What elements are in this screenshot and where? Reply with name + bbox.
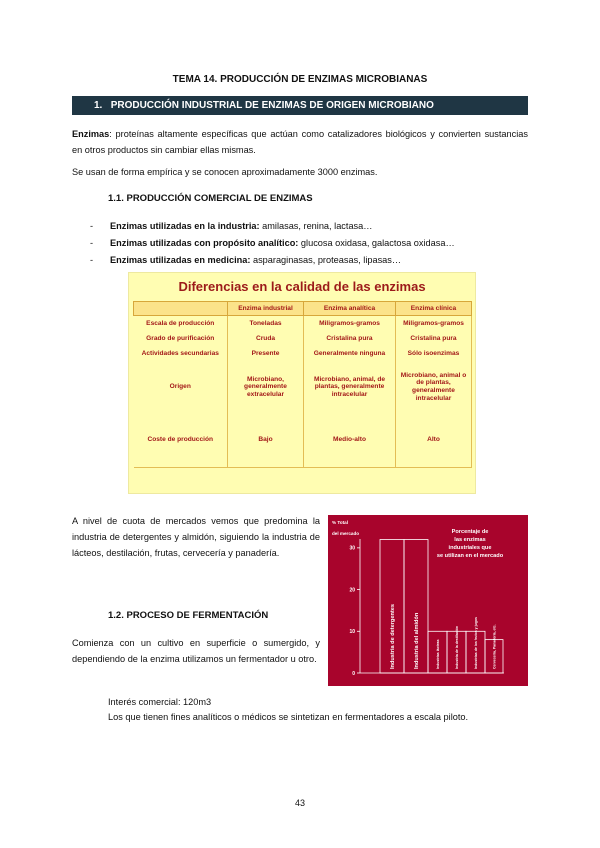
enzyme-quality-figure xyxy=(128,272,476,494)
table-cell: Miligramos-gramos xyxy=(304,316,396,332)
table-cell: Medio-alto xyxy=(304,413,396,468)
subsection-heading-1-1: 1.1. PRODUCCIÓN COMERCIAL DE ENZIMAS xyxy=(108,193,313,204)
chart-title: industriales que xyxy=(448,545,492,551)
table-header xyxy=(134,302,228,316)
table-cell: Presente xyxy=(228,346,304,361)
subsection-heading-1-2: 1.2. PROCESO DE FERMENTACIÓN xyxy=(108,610,269,621)
table-cell: Sólo isoenzimas xyxy=(396,346,472,361)
table-row xyxy=(134,413,472,468)
table-cell: Alto xyxy=(396,413,472,468)
bar-label: Industrias de los frutos y jugos xyxy=(473,617,478,669)
enzimas-definition-text: : proteínas altamente específicas que actúan como catalizadores biológicos y convierten sustancias en otros productos sin cambiar ellas mismas. xyxy=(72,129,528,155)
pilot-scale-text: Los que tienen fines analíticos o médicos se sintetizan en fermentadores a escala piloto. xyxy=(108,712,469,722)
bar-label: Industrias lácteas xyxy=(435,639,440,669)
page-number: 43 xyxy=(294,798,305,808)
table-cell: Grado de purificación xyxy=(134,331,228,346)
table-cell: Coste de producción xyxy=(134,413,228,468)
y-tick-label: 10 xyxy=(349,629,355,636)
table-row xyxy=(134,316,472,332)
y-tick-label: 0 xyxy=(352,670,355,677)
empirica-paragraph: Se usan de forma empírica y se conocen aproximadamente 3000 enzimas. xyxy=(72,167,378,177)
bar-label: Industria de detergentes xyxy=(390,604,397,669)
chart-title: Porcentaje de xyxy=(451,529,489,535)
table-header: Enzima industrial xyxy=(228,302,304,316)
table-cell: Actividades secundarias xyxy=(134,346,228,361)
y-tick-label: 30 xyxy=(349,545,355,552)
document-title: TEMA 14. PRODUCCIÓN DE ENZIMAS MICROBIANAS xyxy=(172,74,428,85)
fermentation-paragraph: Comienza con un cultivo en superficie o sumergido, y dependiendo de la enzima utilizamos un fermentador u otro. xyxy=(72,638,320,664)
table-cell: Toneladas xyxy=(228,316,304,332)
section-header xyxy=(72,96,528,115)
table-cell: Microbiano, generalmente extracelular xyxy=(228,361,304,413)
table-header: Enzima clínica xyxy=(396,302,472,316)
table-row xyxy=(134,331,472,346)
chart-title: se utilizan en el mercado xyxy=(436,553,504,559)
table-cell: Miligramos-gramos xyxy=(396,316,472,332)
table-row xyxy=(134,361,472,413)
table-cell: Cristalina pura xyxy=(304,331,396,346)
y-axis-label: del mercado xyxy=(332,531,360,536)
list-item: - Enzimas utilizadas en medicina: asparaginasas, proteasas, lipasas… xyxy=(90,255,402,265)
enzimas-label: Enzimas xyxy=(72,129,110,139)
enzyme-quality-table xyxy=(133,301,472,468)
table-cell: Bajo xyxy=(228,413,304,468)
table-cell: Microbiano, animal, de plantas, generalmente intracelular xyxy=(304,361,396,413)
bar-label: Industria de la destilación xyxy=(454,626,459,669)
enzimas-definition xyxy=(72,126,528,158)
table-cell: Cristalina pura xyxy=(396,331,472,346)
bar-label: Cervecería, Panadería, etc. xyxy=(492,624,497,669)
section-title: PRODUCCIÓN INDUSTRIAL DE ENZIMAS DE ORIGEN MICROBIANO xyxy=(110,100,434,111)
bar-label: Industria del almidón xyxy=(414,612,421,669)
market-share-paragraph: A nivel de cuota de mercados vemos que predomina la industria de detergentes y almidón, siguiendo la industria de lácteos, destilación, frutas, cervecería y panadería. xyxy=(72,516,320,558)
commercial-interest-text: Interés comercial: 120m3 xyxy=(108,697,212,707)
table-header-row xyxy=(134,302,472,316)
y-tick-label: 20 xyxy=(349,587,355,594)
chart-canvas xyxy=(328,515,528,686)
table-cell: Escala de producción xyxy=(134,316,228,332)
section-number: 1. xyxy=(94,100,103,111)
figure-title: Diferencias en la calidad de las enzimas xyxy=(178,279,426,294)
table-cell: Cruda xyxy=(228,331,304,346)
list-item: - Enzimas utilizadas con propósito analítico: glucosa oxidasa, galactosa oxidasa… xyxy=(90,238,455,248)
market-share-chart xyxy=(328,515,528,686)
table-row xyxy=(134,346,472,361)
table-cell: Generalmente ninguna xyxy=(304,346,396,361)
enzyme-usage-list xyxy=(90,218,455,269)
table-header: Enzima analítica xyxy=(304,302,396,316)
table-cell: Origen xyxy=(134,361,228,413)
chart-title: las enzimas xyxy=(454,537,486,543)
list-item: - Enzimas utilizadas en la industria: amilasas, renina, lactasa… xyxy=(90,221,373,231)
table-cell: Microbiano, animal o de plantas, generalmente intracelular xyxy=(396,361,472,413)
y-axis-label: % Total xyxy=(332,520,348,525)
